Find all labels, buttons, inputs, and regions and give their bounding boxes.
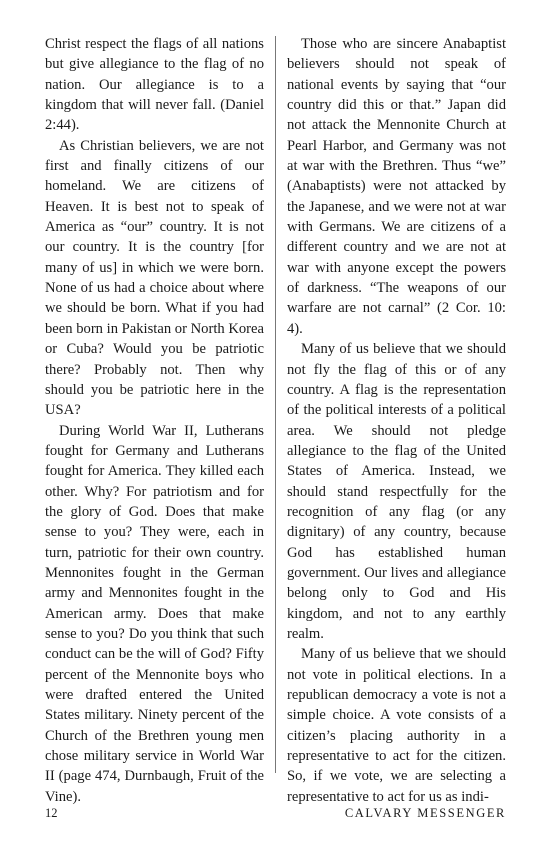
paragraph: During World War II, Lutherans fought for Germany and Lutherans fought for America. They killed each other. Why? For patriotism and for the glory of God. Does that make sense to you? They were, each in turn, patriotic for their own country. Mennonites fought in the German army and Mennonites fought in the American army. Does that make sense to you? Do you think that such conduct can be the will of God? Fifty percent of the Mennonite boys who were drafted entered the United States military. Ninety percent of the Church of the Brethren young men chose military service in World War II (page 474, Durnbaugh, Fruit of the Vine). — [45, 422, 264, 805]
running-title: CALVARY MESSENGER — [344, 806, 506, 820]
paragraph: Many of us believe that we should not fly the flag of this or of any country. A flag is the representation of the political interests of a political area. We should not pledge allegiance to the flag of the United States of America. Instead, we should stand respectfully for the recognition of any flag (or any dignitary) of any country, because God has established human government. Our lives and allegiance belong only to God and His kingdom, and not to any earthly realm. — [287, 341, 506, 642]
column-divider — [275, 36, 276, 773]
right-column — [287, 34, 506, 807]
paragraph: Many of us believe that we should not vote in political elections. In a republican democracy a vote is not a simple choice. A vote consists of a citizen’s placing authority in a representative to act for the citizen. So, if we vote, we are selecting a representative to act for us as indi- — [287, 646, 506, 805]
paragraph: As Christian believers, we are not first and finally citizens of our homeland. We are citizens of Heaven. It is best not to speak of America as “our” country. It is not our country. It is the country [for many of us] in which we were born. None of us had a choice about where we should be born. What if you had been born in Pakistan or North Korea or Cuba? Would you be patriotic there? Probably not. Then why should you be patriotic here in the USA? — [45, 137, 264, 419]
left-column — [45, 34, 264, 807]
page-number: 12 — [45, 806, 58, 820]
paragraph: Christ respect the flags of all nations but give allegiance to the flag of no nation. Our allegiance is to a kingdom that will never fall. (Daniel 2:44). — [45, 36, 264, 134]
paragraph: Those who are sincere Anabaptist believers should not speak of national events by saying that “our country did this or that.” Japan did not attack the Mennonite Church at Pearl Harbor, and Germany was not at war with the Brethren. Thus “we” (Anabaptists) were not attacked by the Japanese, and we were not at war with Germans. We are citizens of a different country and we are not at war with anyone except the powers of darkness. “The weapons of our warfare are not carnal” (2 Cor. 10: 4). — [287, 36, 506, 337]
